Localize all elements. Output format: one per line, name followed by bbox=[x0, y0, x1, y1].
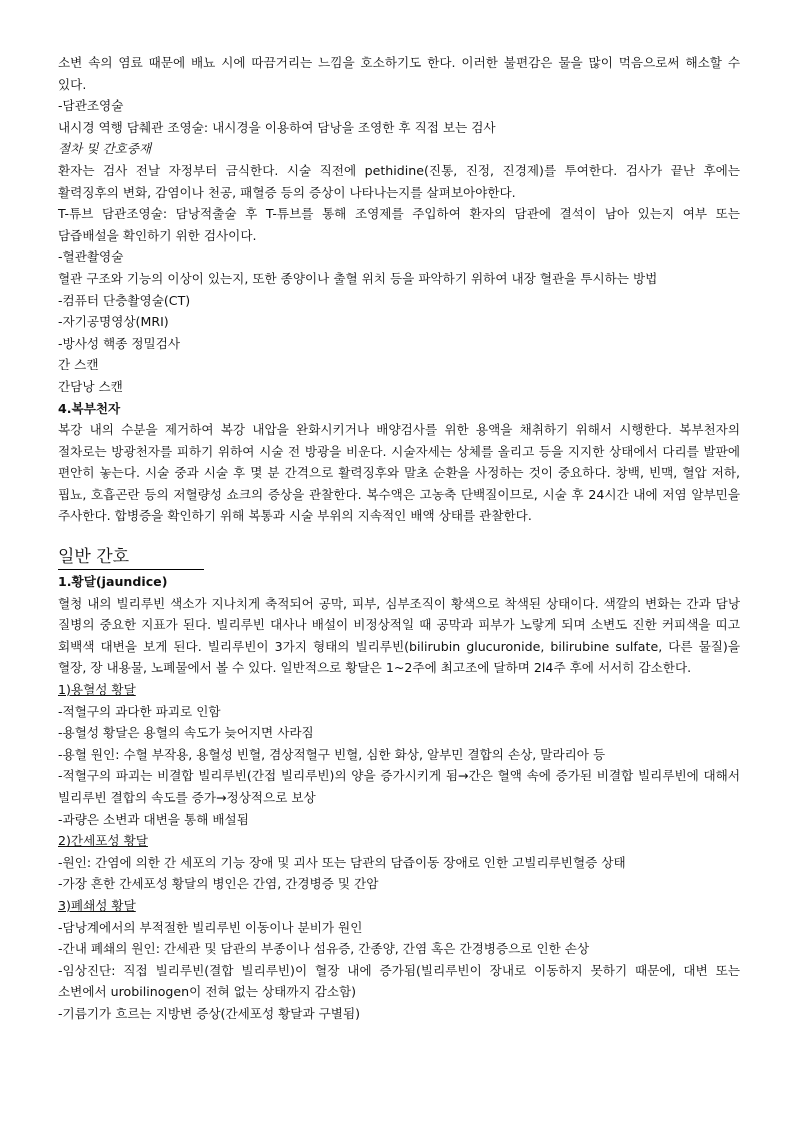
list-item: -원인: 간염에 의한 간 세포의 기능 장애 및 괴사 또는 담관의 담즙이동 장애로 인한 고빌리루빈혈증 상태 bbox=[58, 854, 626, 870]
list-item: -임상진단: 직접 빌리루빈(결합 빌리루빈)이 혈장 내에 증가됨(빌리루빈이 장내로 이동하지 못하기 때문에, 대변 또는 소변에서 urobilinogen이 전혀 없는 상태까지 감소함) bbox=[58, 962, 740, 1000]
document-page bbox=[58, 52, 740, 1025]
ct-item: -컴퓨터 단층촬영술(CT) bbox=[58, 292, 191, 308]
list-item: -적혈구의 파괴는 비결합 빌리루빈(간접 빌리루빈)의 양을 증가시키게 됨→간은 혈액 속에 증가된 비결합 빌리루빈에 대해서 빌리루빈 결합의 속도를 증가→정상적으로 보상 bbox=[58, 768, 740, 805]
jaundice-heading: 1.황달(jaundice) bbox=[58, 574, 168, 590]
list-item: -담낭계에서의 부적절한 빌리루빈 이동이나 분비가 원인 bbox=[58, 919, 363, 935]
hemolytic-jaundice-heading: 1)용혈성 황달 bbox=[58, 682, 136, 698]
general-nursing-section bbox=[58, 546, 740, 570]
mri-item: -자기공명영상(MRI) bbox=[58, 314, 169, 330]
paracentesis-heading: 4.복부천자 bbox=[58, 400, 121, 416]
ercp-text: 내시경 역행 담췌관 조영술: 내시경을 이용하여 담낭을 조영한 후 직접 보는 검사 bbox=[58, 119, 496, 135]
nuclear-scan-item: -방사성 핵종 정밀검사 bbox=[58, 335, 181, 351]
jaundice-paragraph: 혈청 내의 빌리루빈 색소가 지나치게 축적되어 공막, 피부, 심부조직이 황색으로 착색된 상태이다. 색깔의 변화는 간과 담낭 질병의 중요한 지표가 된다. 빌리루빈 대사나 배설이 비정상적일 때 공막과 피부가 노랗게 되며 소변도 진한 커피색을 띠고 회백색 대변을 보게 된다. 빌리루빈이 3가지 형태의 빌리루빈(bilirubin glucuronide, bilirubine sulfate, 다른 물질)을 혈장, 장 내용물, 노폐물에서 볼 수 있다. 일반적으로 황달은 1~2주에 최고조에 달하며 2l4주 후에 서서히 감소한다. bbox=[58, 595, 740, 676]
list-item: -가장 흔한 간세포성 황달의 병인은 간염, 간경병증 및 간암 bbox=[58, 876, 379, 892]
hepatocellular-jaundice-heading: 2)간세포성 황달 bbox=[58, 833, 148, 849]
list-item: -적혈구의 과다한 파괴로 인함 bbox=[58, 703, 221, 719]
hepatobiliary-scan-item: 간담낭 스캔 bbox=[58, 378, 123, 394]
cholangiography-heading: -담관조영술 bbox=[58, 98, 124, 114]
procedure-paragraph: 환자는 검사 전날 자정부터 금식한다. 시술 직전에 pethidine(진통, 진정, 진경제)를 투여한다. 검사가 끝난 후에는 활력징후의 변화, 감염이나 천공, 패혈증 등의 증상이 나타나는지를 살펴보아야한다. bbox=[58, 162, 740, 200]
list-item: -기름기가 흐르는 지방변 증상(간세포성 황달과 구별됨) bbox=[58, 1005, 361, 1021]
angiography-paragraph: 혈관 구조와 기능의 이상이 있는지, 또한 종양이나 출혈 위치 등을 파악하기 위하여 내장 혈관을 투시하는 방법 bbox=[58, 270, 658, 286]
urine-discomfort-paragraph: 소변 속의 염료 때문에 배뇨 시에 따끔거리는 느낌을 호소하기도 한다. 이러한 불편감은 물을 많이 먹음으로써 해소할 수 있다. bbox=[58, 55, 740, 92]
list-item: -용혈성 황달은 용혈의 속도가 늦어지면 사라짐 bbox=[58, 725, 314, 741]
list-item: -간내 폐쇄의 원인: 간세관 및 담관의 부종이나 섬유증, 간종양, 간염 혹은 간경병증으로 인한 손상 bbox=[58, 941, 590, 957]
liver-scan-item: 간 스캔 bbox=[58, 357, 99, 373]
obstructive-jaundice-heading: 3)폐쇄성 황달 bbox=[58, 897, 136, 913]
list-item: -과량은 소변과 대변을 통해 배설됨 bbox=[58, 811, 249, 827]
angiography-heading: -혈관촬영술 bbox=[58, 249, 124, 265]
paracentesis-paragraph: 복강 내의 수분을 제거하여 복강 내압을 완화시키거나 배양검사를 위한 용액을 채취하기 위해서 시행한다. 복부천자의 절차로는 방광천자를 피하기 위하여 시술 전 방광을 비운다. 시술자세는 상체를 올리고 등을 지지한 상태에서 다리를 발판에 편안히 놓는다. 시술 중과 시술 후 몇 분 간격으로 활력징후와 말초 순환을 사정하는 것이 중요하다. 창백, 빈맥, 혈압 저하, 핍뇨, 호흡곤란 등의 저혈량성 쇼크의 증상을 관찰한다. 복수액은 고농축 단백질이므로, 시술 후 24시간 내에 저염 알부민을 주사한다. 합병증을 확인하기 위해 복통과 시술 부위의 지속적인 배액 상태를 관찰한다. bbox=[58, 422, 740, 524]
list-item: -용혈 원인: 수혈 부작용, 용혈성 빈혈, 겸상적혈구 빈혈, 심한 화상, 알부민 결합의 손상, 말라리아 등 bbox=[58, 746, 606, 762]
section-title: 일반 간호 bbox=[58, 546, 204, 570]
t-tube-paragraph: T-튜브 담관조영술: 담낭적출술 후 T-튜브를 통해 조영제를 주입하여 환자의 담관에 결석이 남아 있는지 여부 또는 담즙배설을 확인하기 위한 검사이다. bbox=[58, 206, 740, 243]
procedure-heading: 절차 및 간호중재 bbox=[58, 141, 152, 157]
